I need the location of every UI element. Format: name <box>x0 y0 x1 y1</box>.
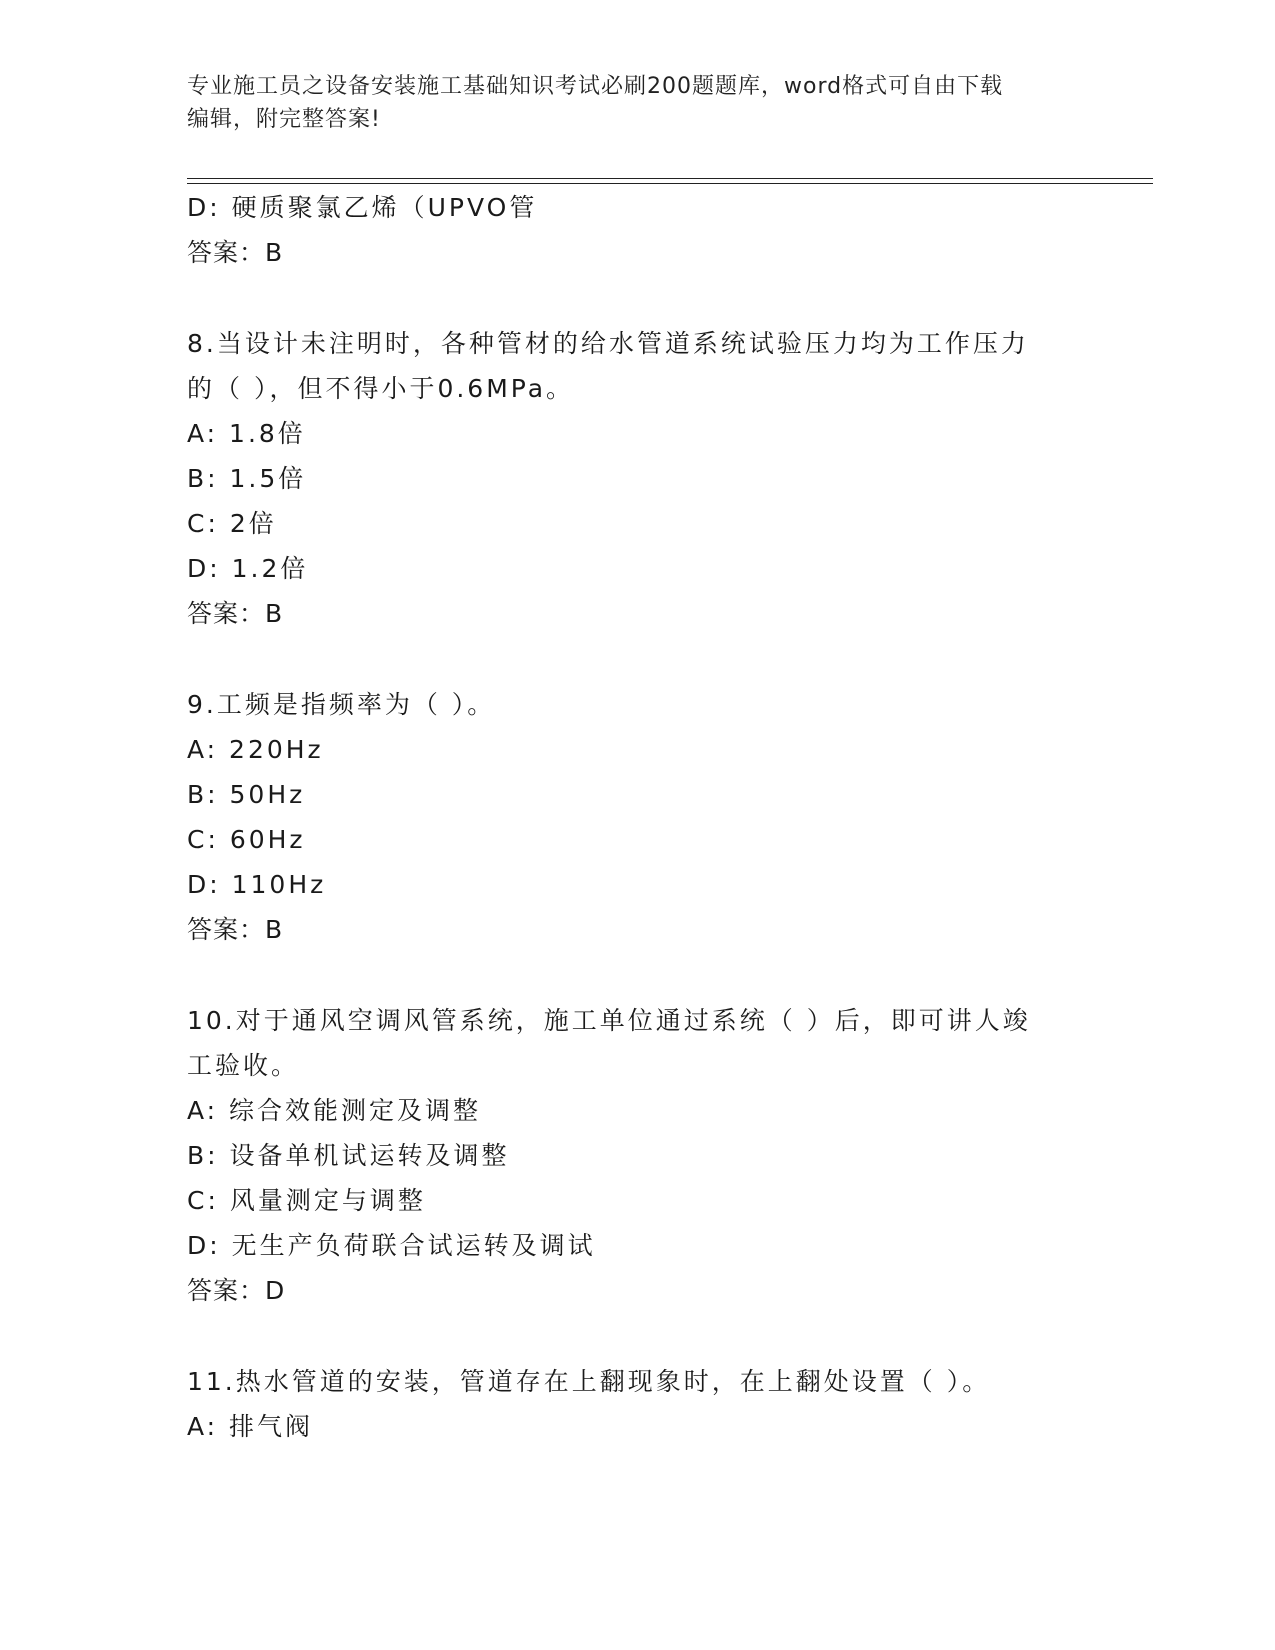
q10-option-c: C: 风量测定与调整 <box>187 1186 426 1215</box>
q11-option-a: A: 排气阀 <box>187 1412 314 1441</box>
q9-option-c: C: 60Hz <box>187 825 306 854</box>
header-title-line-1: 专业施工员之设备安装施工基础知识考试必刷200题题库，word格式可自由下载 <box>187 74 1004 99</box>
q8-stem-line-1: 8.当设计未注明时，各种管材的给水管道系统试验压力均为工作压力 <box>187 329 1029 358</box>
q9-stem: 9.工频是指频率为（ ）。 <box>187 690 496 719</box>
q9-option-a: A: 220Hz <box>187 735 324 764</box>
q8-option-b: B: 1.5倍 <box>187 464 307 493</box>
page-header <box>187 70 1067 136</box>
q10-option-d: D: 无生产负荷联合试运转及调试 <box>187 1231 596 1260</box>
q10-stem-line-1: 10.对于通风空调风管系统，施工单位通过系统（ ）后，即可讲人竣 <box>187 1006 1031 1035</box>
q9-option-d: D: 110Hz <box>187 870 327 899</box>
q8-option-c: C: 2倍 <box>187 509 277 538</box>
q8-stem-line-2: 的（ ），但不得小于0.6MPa。 <box>187 374 575 403</box>
q8-option-d: D: 1.2倍 <box>187 554 309 583</box>
header-divider-top <box>187 178 1153 179</box>
q8-option-a: A: 1.8倍 <box>187 419 306 448</box>
q7-option-d: D: 硬质聚氯乙烯（UPVO管 <box>187 193 538 222</box>
q11-stem: 11.热水管道的安装，管道存在上翻现象时，在上翻处设置（ ）。 <box>187 1367 991 1396</box>
header-divider-bottom <box>187 183 1153 184</box>
q9-answer: 答案：B <box>187 915 284 944</box>
q10-stem-line-2: 工验收。 <box>187 1051 300 1080</box>
q10-option-a: A: 综合效能测定及调整 <box>187 1096 482 1125</box>
q9-option-b: B: 50Hz <box>187 780 306 809</box>
q8-answer: 答案：B <box>187 599 284 628</box>
q10-answer: 答案：D <box>187 1276 286 1305</box>
q7-answer: 答案：B <box>187 238 284 267</box>
q10-option-b: B: 设备单机试运转及调整 <box>187 1141 510 1170</box>
header-title-line-2: 编辑，附完整答案! <box>187 107 381 132</box>
